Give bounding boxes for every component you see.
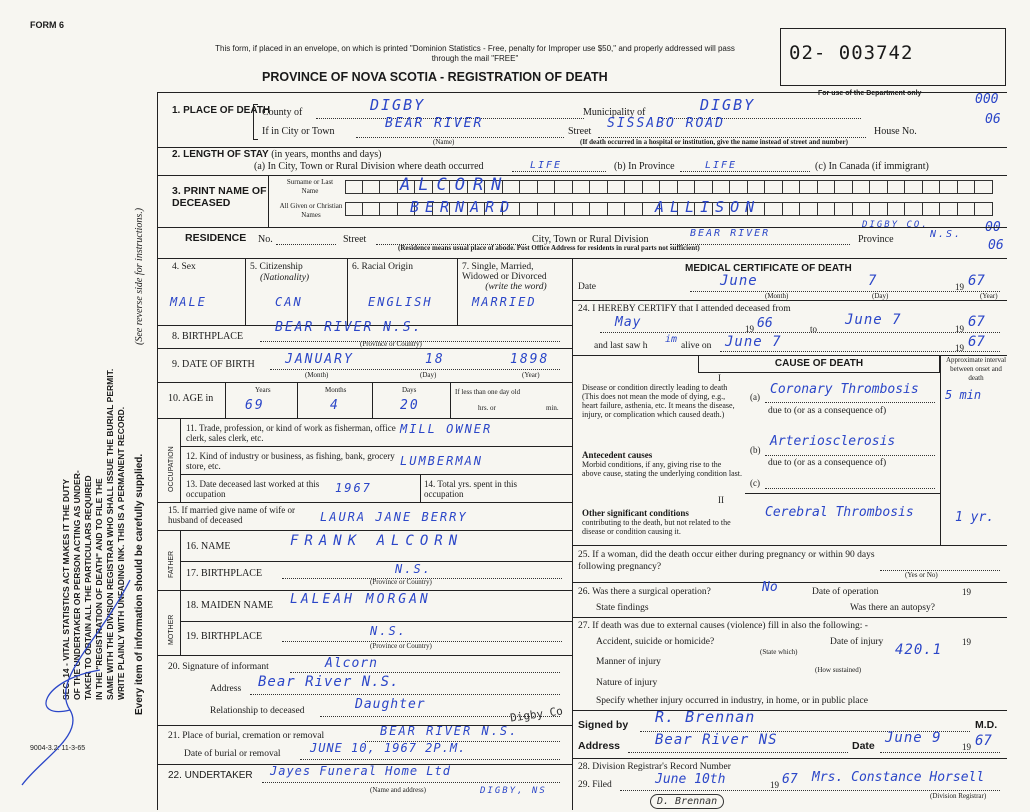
last-worked-value: 1967 <box>335 481 372 495</box>
page-title: PROVINCE OF NOVA SCOTIA - REGISTRATION OF DEATH <box>262 70 608 84</box>
last-saw-label: and last saw h <box>594 341 648 351</box>
death-month-caption: (Month) <box>765 292 789 300</box>
injury-date-label: Date of injury <box>830 637 884 647</box>
hrs-label: hrs. or <box>478 404 496 412</box>
last-saw-sub: im <box>665 334 678 345</box>
industry-place-label: Specify whether injury occurred in industry, in home, or in public place <box>596 696 868 706</box>
stay-province-value: LIFE <box>705 160 738 171</box>
place-of-death-label: 1. PLACE OF DEATH <box>172 105 271 116</box>
burial-date-label: Date of burial or removal <box>184 749 281 759</box>
cause-c-marker: (c) <box>750 478 760 488</box>
sex-label: 4. Sex <box>172 262 196 272</box>
mother-maiden-label: 18. MAIDEN NAME <box>186 600 273 611</box>
city-value: BEAR RIVER <box>385 116 484 131</box>
registrar-signature: Mrs. Constance Horsell <box>812 770 985 785</box>
informant-address: Bear River N.S. <box>258 674 400 690</box>
death-day-caption: (Day) <box>872 292 889 300</box>
antecedent-label: Antecedent causes <box>582 450 653 460</box>
mother-side-label: MOTHER <box>168 614 175 645</box>
dob-label: 9. DATE OF BIRTH <box>172 359 255 370</box>
physician-date-label: Date <box>852 740 875 752</box>
cause-heading: CAUSE OF DEATH <box>774 358 864 369</box>
age-months: 4 <box>330 398 340 413</box>
sidebar-line-5: SAME WITH THE DIVISION REGISTRAR WHO SHALL ISSUE THE BURIAL PERMIT. <box>105 368 115 700</box>
residence-city-value: BEAR RIVER <box>690 228 771 239</box>
length-of-stay-title: 2. LENGTH OF STAY <box>172 149 269 160</box>
attended-to-label: to <box>810 324 818 334</box>
father-name-value: FRANK ALCORN <box>290 533 464 549</box>
other-conditions-label: Other significant conditions <box>582 508 689 518</box>
physician-address: Bear River NS <box>655 732 778 748</box>
sex-value: MALE <box>170 295 207 309</box>
undertaker-value: Jayes Funeral Home Ltd <box>270 764 451 778</box>
state-findings-label: State findings <box>596 603 649 613</box>
mother-birthplace-label: 19. BIRTHPLACE <box>186 631 263 642</box>
filed-label: 29. Filed <box>578 780 612 790</box>
sidebar-line-8: (See reverse side for instructions.) <box>134 207 145 345</box>
citizenship-value: CAN <box>275 295 303 309</box>
municipality-label: Municipality of <box>583 107 646 118</box>
sidebar-line-2: OF THE UNDERTAKER OR PERSON ACTING AS UNDER- <box>72 470 82 700</box>
father-side-label: FATHER <box>168 550 175 578</box>
registration-number-box <box>780 28 1006 86</box>
operation-year-prefix: 19 <box>962 587 971 597</box>
attended-from: May <box>615 315 642 330</box>
given-label: All Given or Christian Names <box>279 202 343 219</box>
father-name-label: 16. NAME <box>186 541 231 552</box>
spouse-value: LAURA JANE BERRY <box>320 510 468 524</box>
father-birthplace-label: 17. BIRTHPLACE <box>186 568 263 579</box>
father-birthplace-sub: (Province or Country) <box>370 578 432 586</box>
other-interval: 1 yr. <box>955 510 995 525</box>
last-worked-label: 13. Date deceased last worked at this occupation <box>186 479 320 499</box>
physician-date: June 9 <box>885 730 942 746</box>
dept-code-1: 000 <box>975 92 999 107</box>
cause-a-value: Coronary Thrombosis <box>770 382 919 397</box>
stay-province-label: (b) In Province <box>614 161 675 172</box>
physician-year-prefix: 19 <box>962 742 971 752</box>
department-use-label: For use of the Department only <box>818 90 922 97</box>
municipality-value: DIGBY <box>700 96 756 114</box>
section-i: I <box>718 373 721 383</box>
less-than-day-label: If less than one day old <box>455 388 521 396</box>
certify-label: 24. I HEREBY CERTIFY that I attended deceased from <box>578 304 791 314</box>
relationship-value: Daughter <box>355 697 426 712</box>
residence-note: (Residence means usual place of abode. Post Office Address for residents in rural parts not sufficient) <box>398 244 700 252</box>
dob-month: JANUARY <box>285 352 354 367</box>
county-value: DIGBY <box>370 96 426 114</box>
alive-on-value: June 7 <box>725 334 782 350</box>
undertaker-sub: (Name and address) <box>370 786 426 794</box>
age-months-caption: Months <box>325 386 347 394</box>
interval-heading: Approximate interval between onset and death <box>945 356 1007 382</box>
burial-place-value: BEAR RIVER N.S. <box>380 724 519 738</box>
birthplace-value: BEAR RIVER N.S. <box>275 320 423 335</box>
spouse-label: 15. If married give name of wife or husband of deceased <box>168 505 295 525</box>
street-value: SISSABO ROAD <box>607 116 725 131</box>
burial-place-label: 21. Place of burial, cremation or removal <box>168 731 325 741</box>
death-year-prefix: 19 <box>955 282 964 292</box>
cause-a-marker: (a) <box>750 392 760 402</box>
residence-province-label: Province <box>858 234 894 245</box>
relationship-label: Relationship to deceased <box>210 706 305 716</box>
street-label: Street <box>568 126 592 137</box>
classification-code: 420.1 <box>895 642 943 658</box>
name-caption: (Name) <box>433 138 455 146</box>
form-number: FORM 6 <box>30 20 65 30</box>
dob-month-caption: (Month) <box>305 371 329 379</box>
due-to-label-1: due to (or as a consequence of) <box>768 406 887 416</box>
death-year-caption: (Year) <box>980 292 998 300</box>
stay-canada-label: (c) In Canada (if immigrant) <box>815 161 929 172</box>
medical-heading: MEDICAL CERTIFICATE OF DEATH <box>685 263 852 274</box>
dob-year: 1898 <box>510 352 550 367</box>
undertaker-town: DIGBY, NS <box>480 786 547 796</box>
dept-code-4: 06 <box>988 238 1004 253</box>
surname-label: Surname or Last Name <box>286 178 334 195</box>
pregnancy-question: 25. If a woman, did the death occur either during pregnancy or within 90 days following pregnancy? <box>578 550 875 572</box>
accident-label: Accident, suicide or homicide? <box>596 637 715 647</box>
residence-city-label: City, Town or Rural Division <box>532 234 649 245</box>
informant-signature: Alcorn <box>325 656 378 671</box>
trade-label: 11. Trade, profession, or kind of work as fisherman, office clerk, sales clerk, etc. <box>186 423 396 443</box>
marital-label <box>462 262 570 292</box>
yes-no-caption: (Yes or No) <box>905 571 938 579</box>
physician-address-label: Address <box>578 740 621 752</box>
mail-notice: This form, if placed in an envelope, on which is printed "Dominion Statistics - Free, penalty for Improper use $50," and properly addressed will pass through the mail "FREE" <box>215 44 735 63</box>
citizenship-title: 5. Citizenship <box>250 262 303 272</box>
industry-value: LUMBERMAN <box>400 454 484 468</box>
dob-day-caption: (Day) <box>420 371 437 379</box>
cause-b-value: Arteriosclerosis <box>770 434 896 449</box>
given-name-2: ALLISON <box>655 198 761 216</box>
residence-label: RESIDENCE <box>185 232 247 244</box>
other-conditions-value: Cerebral Thrombosis <box>765 505 914 520</box>
filed-year: 67 <box>782 772 798 787</box>
footer-code: 9004-3.2: 11-3-65 <box>30 745 86 752</box>
length-of-stay-label <box>172 149 381 160</box>
state-which-caption: (State which) <box>760 648 798 656</box>
attended-from-year: 66 <box>757 316 773 331</box>
autopsy-label: Was there an autopsy? <box>850 603 935 613</box>
residence-no-label: No. <box>258 234 273 245</box>
nature-label: Nature of injury <box>596 678 658 688</box>
total-years-label: 14. Total yrs. spent in this occupation <box>424 479 517 499</box>
attended-to: June 7 <box>845 312 902 328</box>
age-label: 10. AGE in <box>168 393 214 404</box>
informant-address-label: Address <box>210 684 242 694</box>
death-day: 7 <box>868 273 879 289</box>
residence-street-label: Street <box>343 234 367 245</box>
due-to-label-2: due to (or as a consequence of) <box>768 458 887 468</box>
length-of-stay-sub: (in years, months and days) <box>271 149 382 160</box>
cause-a-interval: 5 min <box>945 388 982 402</box>
filed-year-prefix: 19 <box>770 780 779 790</box>
sidebar-line-6: WRITE PLAINLY WITH UNFADING INK. THIS IS A PERMANENT RECORD. <box>116 406 126 700</box>
other-conditions-sub: contributing to the death, but not related to the disease or condition causing it. <box>582 518 731 536</box>
mother-birthplace-sub: (Province or Country) <box>370 642 432 650</box>
filed-date: June 10th <box>655 772 726 787</box>
registrar-caption: (Division Registrar) <box>930 792 987 800</box>
hospital-note: (If death occurred in a hospital or institution, give the name instead of street and number) <box>580 138 848 146</box>
surgery-value: No <box>762 580 778 595</box>
name-label: 3. PRINT NAME OF DECEASED <box>172 185 267 209</box>
informant-signature-label: 20. Signature of informant <box>168 662 269 672</box>
racial-label: 6. Racial Origin <box>352 262 413 272</box>
attended-to-prefix: 19 <box>955 324 964 334</box>
operation-date-label: Date of operation <box>812 587 879 597</box>
dob-year-caption: (Year) <box>522 371 540 379</box>
marital-title: 7. Single, Married, Widowed or Divorced <box>462 262 547 282</box>
direct-cause-label: Disease or condition directly leading to death (This does not mean the mode of dying, e.g., heart failure, asthenia, etc. It means the disease, injury, or complication which caused death.) <box>582 383 735 419</box>
physician-date-year: 67 <box>975 733 992 749</box>
burial-date-value: JUNE 10, 1967 2P.M. <box>310 741 467 755</box>
industry-label: 12. Kind of industry or business, as fishing, bank, grocery store, etc. <box>186 451 395 471</box>
given-name-1: BERNARD <box>410 198 516 216</box>
birthplace-sub: (Province or Country) <box>360 340 422 348</box>
residence-province-value: N.S. <box>930 229 963 240</box>
racial-value: ENGLISH <box>368 295 433 309</box>
alive-on-label: alive on <box>681 341 712 351</box>
father-birthplace-value: N.S. <box>395 562 432 576</box>
signed-by-label: Signed by <box>578 719 629 731</box>
age-days: 20 <box>400 398 420 413</box>
marital-sub: (write the word) <box>485 282 547 292</box>
md-label: M.D. <box>975 719 998 731</box>
city-label: If in City or Town <box>262 126 335 137</box>
sidebar-line-4: IN THE "REGISTRATION OF DEATH" AND TO FILE THE <box>94 478 104 700</box>
record-number-label: 28. Division Registrar's Record Number <box>578 762 731 772</box>
external-causes-label: 27. If death was due to external causes (violence) fill in also the following: - <box>578 621 868 631</box>
death-month: June <box>720 273 758 289</box>
dept-code-2: 06 <box>985 112 1001 127</box>
residence-county: DIGBY CO. <box>862 220 929 230</box>
stay-city-value: LIFE <box>530 160 563 171</box>
attended-to-year: 67 <box>968 314 985 330</box>
antecedent-sub: Morbid conditions, if any, giving rise to the above cause, stating the underlying condition last. <box>582 460 742 478</box>
county-label: County of <box>262 107 303 118</box>
trade-value: MILL OWNER <box>400 422 493 436</box>
min-label: min. <box>546 404 559 412</box>
sidebar-line-1: SEC. 14 - VITAL STATISTICS ACT MAKES IT THE DUTY <box>61 478 71 700</box>
surgery-question: 26. Was there a surgical operation? <box>578 587 711 597</box>
sidebar-line-7: Every item of information should be carefully supplied. <box>134 453 145 715</box>
mother-maiden-value: LALEAH MORGAN <box>290 592 431 607</box>
dept-code-3: 00 <box>985 220 1001 235</box>
registrar-stamp: D. Brennan <box>650 794 724 809</box>
age-days-caption: Days <box>402 386 417 394</box>
alive-year: 67 <box>968 334 985 350</box>
stay-city-label: (a) In City, Town or Rural Division where death occurred <box>254 161 484 172</box>
surname-value: ALCORN <box>400 175 510 195</box>
injury-year-prefix: 19 <box>962 637 971 647</box>
mother-birthplace-value: N.S. <box>370 624 407 638</box>
age-years: 69 <box>245 398 265 413</box>
registration-number: 02- 003742 <box>789 42 914 64</box>
birthplace-label: 8. BIRTHPLACE <box>172 331 244 342</box>
sidebar-line-3: TAKER TO OBTAIN ALL THE PARTICULARS REQUIRED <box>83 475 93 700</box>
pen-scribble <box>10 560 160 800</box>
death-year: 67 <box>968 273 985 289</box>
cause-heading-box <box>698 355 940 373</box>
burial-extra-note: Digby Co <box>509 704 564 725</box>
alive-year-prefix: 19 <box>955 343 964 353</box>
date-of-death-label: Date <box>578 282 596 292</box>
dob-day: 18 <box>425 352 445 367</box>
cause-b-marker: (b) <box>750 445 761 455</box>
attended-from-prefix: 19 <box>745 324 754 334</box>
occupation-side-label: OCCUPATION <box>168 446 175 492</box>
manner-label: Manner of injury <box>596 657 661 667</box>
citizenship-label <box>250 262 309 284</box>
physician-signature: R. Brennan <box>655 708 756 726</box>
house-number-label: House No. <box>874 126 917 137</box>
how-sustained-caption: (How sustained) <box>815 666 862 674</box>
undertaker-label: 22. UNDERTAKER <box>168 770 253 781</box>
marital-value: MARRIED <box>472 295 537 309</box>
age-years-caption: Years <box>255 386 271 394</box>
citizenship-sub: (Nationality) <box>260 273 310 283</box>
section-ii: II <box>718 495 724 505</box>
